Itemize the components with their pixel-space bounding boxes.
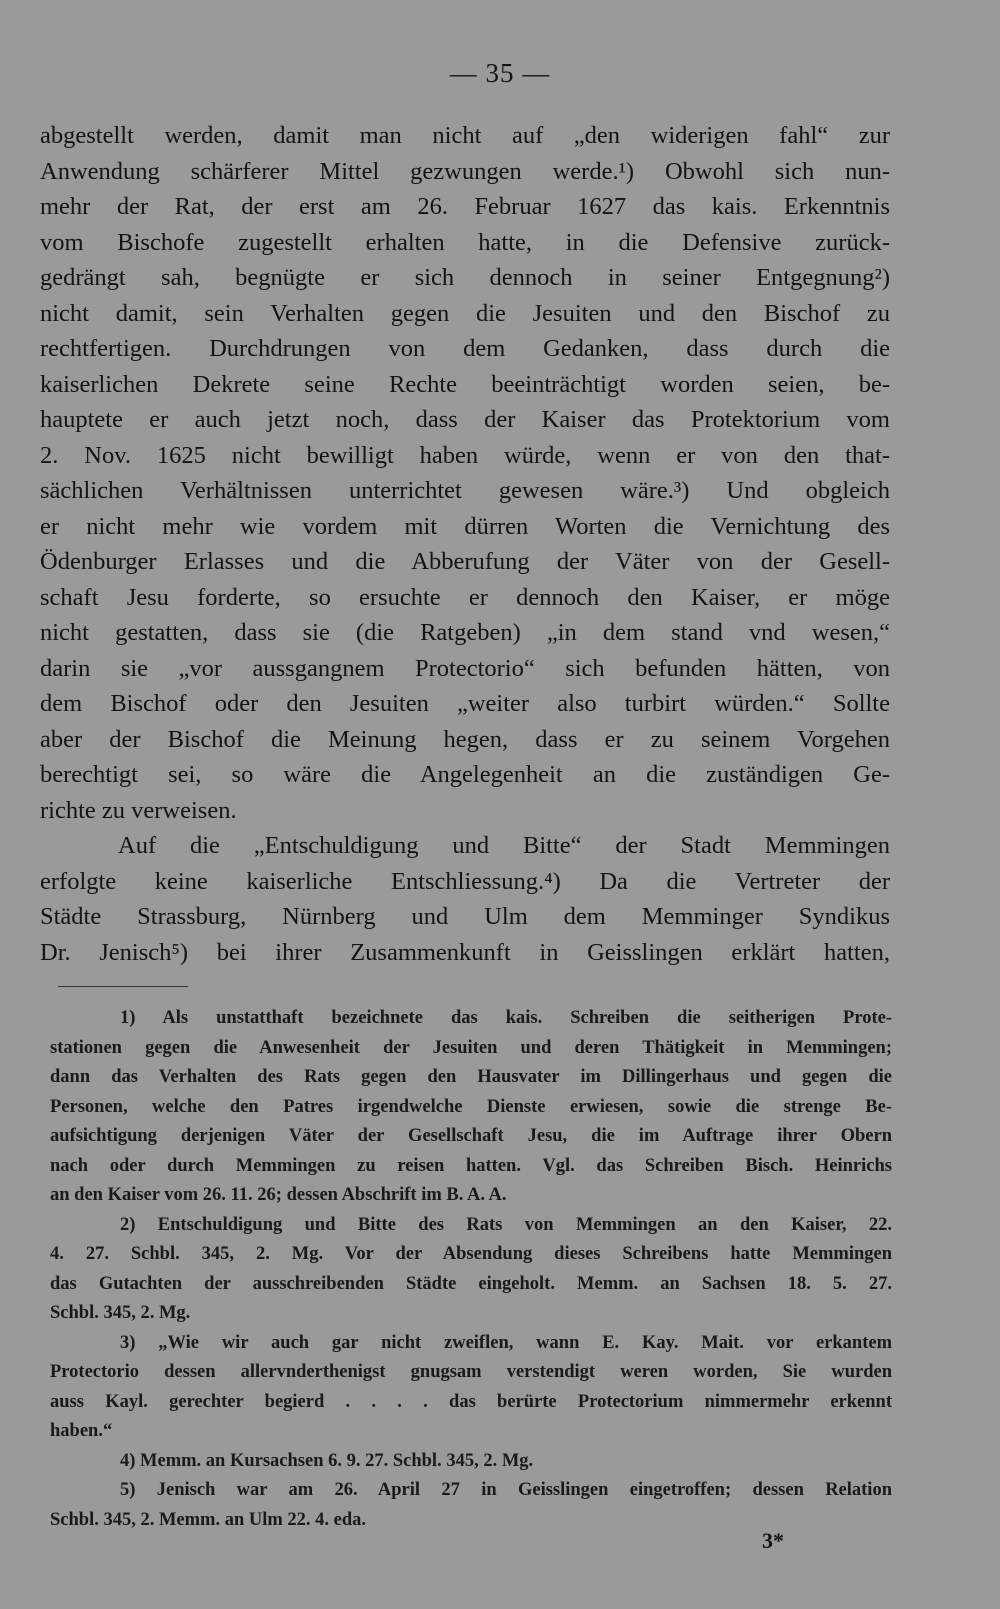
footnote-line: 2) Entschuldigung und Bitte des Rats von Memmingen an den Kaiser, 22. — [120, 1214, 892, 1235]
footnote-line: haben.“ — [50, 1421, 113, 1441]
body-line: Ödenburger Erlasses und die Abberufung der Väter von der Gesell- — [40, 548, 890, 575]
body-line: erfolgte keine kaiserliche Entschliessung.⁴) Da die Vertreter der — [40, 867, 890, 895]
footnote-line: Schbl. 345, 2. Memm. an Ulm 22. 4. eda. — [50, 1509, 367, 1530]
footnote-line: das Gutachten der ausschreibenden Städte eingeholt. Memm. an Sachsen 18. 5. 27. — [50, 1273, 892, 1294]
footnote-line: auss Kayl. gerechter begierd . . . . das berürte Protectorium nimmermehr erkennt — [50, 1391, 892, 1412]
page-number: — 35 — — [449, 58, 551, 88]
footnote-line: 1) Als unstatthaft bezeichnete das kais. Schreiben die seitherigen Prote- — [120, 1008, 892, 1028]
body-line: dem Bischof oder den Jesuiten „weiter also turbirt würden.“ Sollte — [40, 690, 890, 717]
body-line: Dr. Jenisch⁵) bei ihrer Zusammenkunft in Geisslingen erklärt hatten, — [40, 938, 890, 966]
body-line: 2. Nov. 1625 nicht bewilligt haben würde, wenn er von den that- — [40, 441, 890, 469]
body-line: nicht damit, sein Verhalten gegen die Jesuiten und den Bischof zu — [40, 299, 890, 327]
footnote-divider — [58, 986, 188, 987]
body-line: vom Bischofe zugestellt erhalten hatte, in die Defensive zurück- — [40, 228, 890, 256]
body-line: rechtfertigen. Durchdrungen von dem Gedanken, dass durch die — [40, 335, 890, 362]
body-line: er nicht mehr wie vordem mit dürren Worten die Vernichtung des — [40, 512, 890, 540]
body-text — [40, 118, 890, 970]
body-line: kaiserlichen Dekrete seine Rechte beeinträchtigt worden seien, be- — [40, 370, 890, 398]
footnote-line: Protectorio dessen allervnderthenigst gnugsam verstendigt weren worden, Sie wurden — [50, 1362, 892, 1382]
body-line: darin sie „vor aussgangnem Protectorio“ sich befunden hätten, von — [40, 654, 890, 682]
body-line: hauptete er auch jetzt noch, dass der Kaiser das Protektorium vom — [40, 406, 890, 433]
body-line: schaft Jesu forderte, so ersuchte er dennoch den Kaiser, er möge — [40, 583, 890, 611]
body-line: nicht gestatten, dass sie (die Ratgeben) „in dem stand vnd wesen,“ — [40, 619, 890, 646]
footnote-line: aufsichtigung derjenigen Väter der Gesellschaft Jesu, die im Auftrage ihrer Obern — [50, 1126, 892, 1146]
body-line: gedrängt sah, begnügte er sich dennoch in seiner Entgegnung²) — [40, 264, 890, 291]
body-line: Städte Strassburg, Nürnberg und Ulm dem Memminger Syndikus — [40, 903, 890, 930]
footnote-line: an den Kaiser vom 26. 11. 26; dessen Abschrift im B. A. A. — [50, 1185, 507, 1205]
footnote-line: nach oder durch Memmingen zu reisen hatten. Vgl. das Schreiben Bisch. Heinrichs — [50, 1155, 892, 1176]
footnote-line: 4. 27. Schbl. 345, 2. Mg. Vor der Absendung dieses Schreibens hatte Memmingen — [50, 1244, 892, 1264]
footnote-line: 4) Memm. an Kursachsen 6. 9. 27. Schbl. 345, 2. Mg. — [120, 1450, 534, 1471]
body-line: richte zu verweisen. — [40, 796, 237, 824]
body-line: sächlichen Verhältnissen unterrichtet gewesen wäre.³) Und obgleich — [40, 477, 890, 504]
footnote-line: Personen, welche den Patres irgendwelche Dienste erwiesen, sowie die strenge Be- — [50, 1096, 892, 1117]
footnote-line: Schbl. 345, 2. Mg. — [50, 1303, 191, 1323]
footnote-line: dann das Verhalten des Rats gegen den Hausvater im Dillingerhaus und gegen die — [50, 1067, 892, 1087]
body-line: abgestellt werden, damit man nicht auf „den widerigen fahl“ zur — [40, 122, 890, 149]
footnote-line: stationen gegen die Anwesenheit der Jesuiten und deren Thätigkeit in Memmingen; — [50, 1037, 892, 1058]
body-line: berechtigt sei, so wäre die Angelegenheit an die zuständigen Ge- — [40, 761, 890, 788]
body-line: Auf die „Entschuldigung und Bitte“ der Stadt Memmingen — [118, 832, 890, 859]
body-line: aber der Bischof die Meinung hegen, dass er zu seinem Vorgehen — [40, 725, 890, 753]
signature-mark: 3* — [762, 1528, 784, 1553]
body-line: Anwendung schärferer Mittel gezwungen werde.¹) Obwohl sich nun- — [40, 157, 890, 185]
body-line: mehr der Rat, der erst am 26. Februar 1627 das kais. Erkenntnis — [40, 193, 890, 220]
footnotes — [50, 1004, 892, 1535]
footnote-line: 3) „Wie wir auch gar nicht zweiflen, wann E. Kay. Mait. vor erkantem — [120, 1332, 892, 1353]
footnote-line: 5) Jenisch war am 26. April 27 in Geisslingen eingetroffen; dessen Relation — [120, 1480, 892, 1500]
